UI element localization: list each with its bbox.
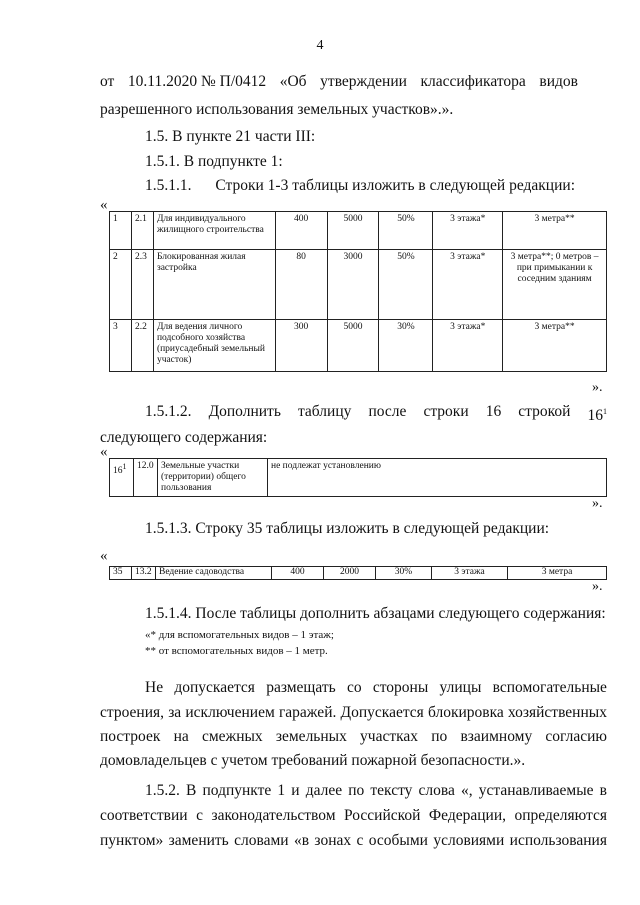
word: участках [360, 728, 419, 745]
paragraph-1-5-2-line-2 [100, 806, 607, 826]
paragraph-1-5-1-3: 1.5.1.3. Строку 35 таблицы изложить в следующей редакции: [145, 520, 550, 537]
table-row-35 [109, 566, 607, 580]
word: земельных [275, 728, 347, 745]
table-cell: Блокированная жилая застройка [153, 250, 275, 320]
paragraph-text: Строки 1-3 таблицы изложить в следующей редакции: [215, 177, 576, 194]
word: тексту [370, 782, 413, 799]
word: строкой [518, 403, 571, 420]
table-cell: 3 метра** [503, 320, 607, 372]
word: Не [145, 679, 164, 696]
word: за [168, 704, 182, 721]
table-cell: 300 [275, 320, 327, 372]
table-cell: 3 метра** [503, 212, 607, 250]
table-cell: 13.2 [132, 567, 156, 580]
table-cell: 50% [379, 212, 433, 250]
word: исключением [185, 704, 275, 721]
table-cell: 5000 [327, 320, 379, 372]
word: «, [461, 782, 473, 799]
word: по [431, 728, 448, 745]
word: от [100, 73, 115, 90]
paragraph-1-5: 1.5. В пункте 21 части III: [145, 128, 316, 145]
quote-close: ». [592, 579, 603, 594]
word: Дополнить [208, 403, 281, 420]
table-row [110, 320, 607, 372]
main-paragraph-line-1 [145, 678, 607, 698]
table-cell: 400 [275, 212, 327, 250]
table-cell: 12.0 [134, 459, 158, 497]
word: Российской [344, 807, 421, 824]
word: законодательством [211, 807, 336, 824]
word: особыми [368, 832, 428, 849]
word: условиями [433, 832, 505, 849]
table-cell: 2.1 [131, 212, 153, 250]
word: 16 [485, 403, 502, 420]
word: «Об [279, 73, 307, 90]
superscript: 1 [602, 407, 607, 416]
word: Федерации, [428, 807, 506, 824]
table-cell: 50% [379, 250, 433, 320]
paragraph-1-5-1: 1.5.1. В подпункте 1: [145, 153, 283, 170]
table-cell: 3 метра**; 0 метров – при примыкании к соседним зданиям [503, 250, 607, 320]
footnote-2: ** от вспомогательных видов – 1 метр. [145, 645, 328, 657]
main-paragraph-line-2 [100, 703, 607, 723]
word: устанавливаемые [478, 782, 594, 799]
table-cell: 3 [110, 320, 132, 372]
table-cell: 2 [110, 250, 132, 320]
word: стороны [372, 679, 429, 696]
word: в [599, 782, 607, 799]
word: 10.11.2020 № П/0412 [127, 73, 267, 90]
intro-line-2: разрешенного использования земельных участков».». [100, 101, 454, 118]
word: гаражей. [278, 704, 337, 721]
word: построек [100, 728, 161, 745]
row-number: 16 [587, 407, 603, 425]
paragraph-1-5-1-2-line-2: следующего содержания: [100, 429, 268, 446]
table-row [110, 567, 607, 580]
word: классификатора [420, 73, 526, 90]
table-cell: Для индивидуального жилищного строительства [153, 212, 275, 250]
word: 1 [277, 782, 286, 799]
table-cell: 2.3 [131, 250, 153, 320]
word: на [173, 728, 189, 745]
table-cell: 3 этажа* [433, 320, 503, 372]
word: согласию [545, 728, 607, 745]
table-cell: 30% [376, 567, 432, 580]
paragraph-1-5-1-1 [145, 176, 575, 196]
word: с [356, 832, 364, 849]
table-cell: 3 этажа [432, 567, 508, 580]
table-cell: 3 этажа* [433, 212, 503, 250]
word: вспомогательные [492, 679, 607, 696]
paragraph-1-5-2-line-3 [100, 831, 607, 851]
table-cell: 3 метра [508, 567, 607, 580]
table-cell: 2.2 [131, 320, 153, 372]
word: словами [234, 832, 289, 849]
table-cell: 1 [110, 212, 132, 250]
word: 1.5.2. [145, 782, 180, 799]
word: улицы [439, 679, 482, 696]
table-row [110, 459, 607, 497]
table-cell: 400 [272, 567, 324, 580]
word: определяются [514, 807, 607, 824]
word: В [186, 782, 197, 799]
table-rows-1-3 [109, 211, 607, 372]
word: соответствии [100, 807, 188, 824]
quote-open: « [100, 197, 108, 213]
word: и [291, 782, 300, 799]
table-cell: $16^1$ [110, 459, 134, 497]
paragraph-number: 1.5.1.1. [145, 177, 192, 194]
word: хозяйственных [507, 704, 607, 721]
table-row [110, 250, 607, 320]
paragraph-1-5-1-2-line-1 [145, 402, 607, 426]
table-cell: 3 этажа* [433, 250, 503, 320]
word: размещать [266, 679, 336, 696]
table-cell: 3000 [327, 250, 379, 320]
superscript: 1 [122, 462, 127, 471]
table-cell: 5000 [327, 212, 379, 250]
word: после [368, 403, 407, 420]
main-paragraph-line-3 [100, 727, 607, 747]
quote-close: ». [592, 496, 603, 511]
table-row-16-1 [109, 458, 607, 497]
word: с [196, 807, 203, 824]
quote-open: « [100, 548, 108, 564]
word: со [346, 679, 362, 696]
quote-open: « [100, 444, 108, 460]
paragraph-1-5-1-4: 1.5.1.4. После таблицы дополнить абзацами следующего содержания: [145, 605, 606, 622]
paragraph-1-5-2-line-1 [145, 781, 607, 801]
word: «в [293, 832, 310, 849]
table-row [110, 212, 607, 250]
table-cell: 80 [275, 250, 327, 320]
word: использования [509, 832, 607, 849]
intro-line-1 [100, 72, 578, 92]
word: блокировка [427, 704, 504, 721]
table-cell: 35 [110, 567, 132, 580]
word: взаимному [460, 728, 533, 745]
word: допускается [174, 679, 255, 696]
word: 1.5.1.2. [145, 403, 192, 420]
table-cell: Земельные участки (территории) общего пользования [158, 459, 268, 497]
word: утверждении [320, 73, 407, 90]
quote-close: ». [592, 380, 603, 395]
word: пунктом» [100, 832, 164, 849]
word: Допускается [340, 704, 424, 721]
word: слова [418, 782, 455, 799]
word: заменить [168, 832, 229, 849]
word: зонах [314, 832, 352, 849]
word: далее [305, 782, 343, 799]
footnote-1: «* для вспомогательных видов – 1 этаж; [145, 629, 334, 641]
table-cell: Ведение садоводства [156, 567, 272, 580]
main-paragraph-line-4: домовладельцев с учетом требований пожарной безопасности.». [100, 752, 526, 769]
table-cell: не подлежат установлению [268, 459, 607, 497]
word: смежных [201, 728, 263, 745]
table-cell: 2000 [324, 567, 376, 580]
word: видов [539, 73, 578, 90]
word: строения, [100, 704, 165, 721]
word: таблицу [297, 403, 352, 420]
page-number: 4 [316, 38, 324, 53]
word: по [348, 782, 365, 799]
table-cell: Для ведения личного подсобного хозяйства (приусадебный земельный участок) [153, 320, 275, 372]
word: строки [423, 403, 469, 420]
word [587, 402, 607, 426]
table-cell: 30% [379, 320, 433, 372]
word: подпункте [202, 782, 272, 799]
